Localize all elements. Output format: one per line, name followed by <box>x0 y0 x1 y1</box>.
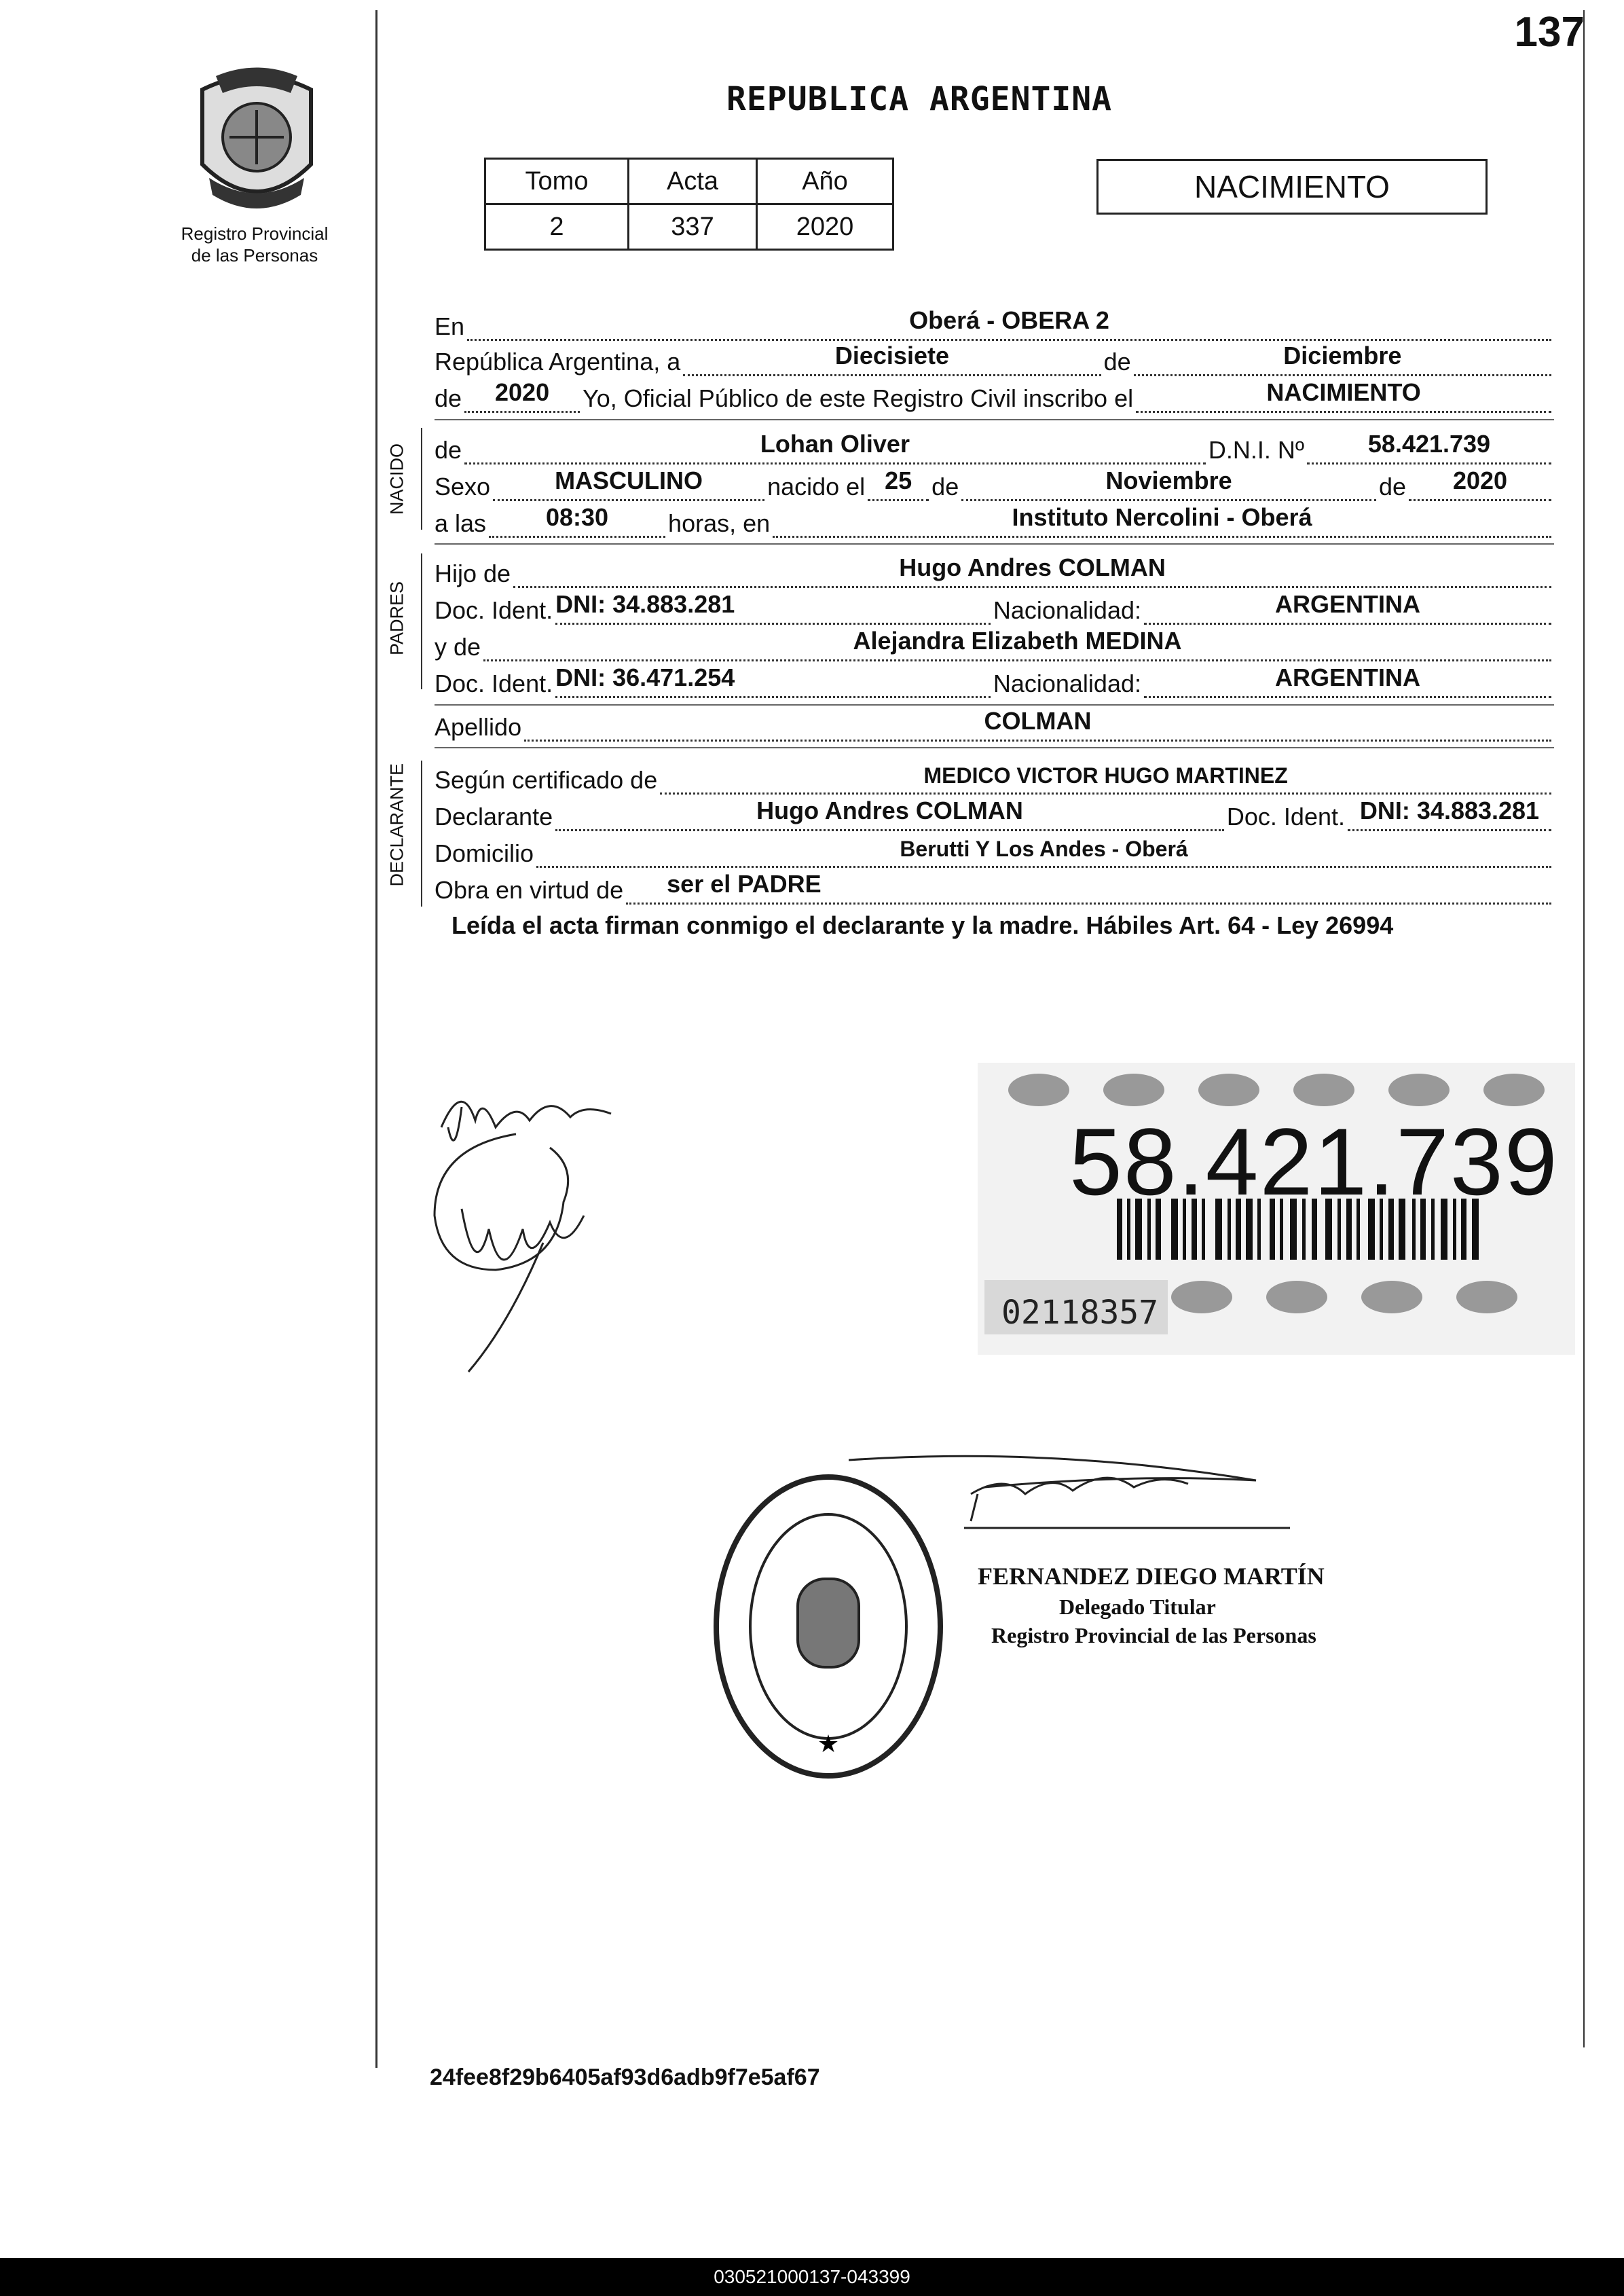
declarante-bracket <box>421 761 422 907</box>
official-role: Delegado Titular <box>1059 1595 1216 1619</box>
left-margin-line <box>375 10 377 2068</box>
label-de: de <box>931 473 959 500</box>
row-date <box>435 342 1554 376</box>
value-mother-nationality: ARGENTINA <box>1275 663 1420 691</box>
value-father-name: Hugo Andres COLMAN <box>899 553 1166 581</box>
row-acting-as <box>435 870 1554 905</box>
page-title: REPUBLICA ARGENTINA <box>726 80 1113 118</box>
registry-caption-line1: Registro Provincial <box>181 223 329 244</box>
value-birth-time: 08:30 <box>546 503 609 531</box>
label-de: de <box>1378 473 1406 500</box>
label-nacionalidad: Nacionalidad: <box>993 670 1141 697</box>
dni-sticker-serial: 02118357 <box>1001 1294 1159 1332</box>
label-de: de <box>1103 348 1131 376</box>
padres-bracket <box>421 553 422 689</box>
label-sexo: Sexo <box>435 473 491 500</box>
acta-header-ano: Año <box>757 159 893 204</box>
value-declarant-doc: DNI: 34.883.281 <box>1359 797 1540 824</box>
record-type-box: NACIMIENTO <box>1096 159 1488 215</box>
value-father-nationality: ARGENTINA <box>1275 590 1420 618</box>
row-year-event <box>435 378 1554 413</box>
acta-value-acta: 337 <box>629 204 757 250</box>
nacido-bracket <box>421 428 422 530</box>
row-declarant <box>435 797 1554 831</box>
value-day: Diecisiete <box>834 342 949 369</box>
value-month: Diciembre <box>1283 342 1402 369</box>
label-apellido: Apellido <box>435 713 522 741</box>
label-doc-ident: Doc. Ident. <box>1226 803 1345 831</box>
acta-header-row <box>485 159 893 204</box>
value-birth-day: 25 <box>885 467 912 494</box>
value-birth-month: Noviembre <box>1105 467 1232 494</box>
section-label-declarante: DECLARANTE <box>386 763 407 887</box>
label-y-de: y de <box>435 633 481 661</box>
label-republica: República Argentina, a <box>435 348 681 376</box>
value-sex: MASCULINO <box>555 467 703 494</box>
section-separator <box>435 747 1554 748</box>
label-nacido-el: nacido el <box>767 473 866 500</box>
label-obra-en-virtud: Obra en virtud de <box>435 876 624 904</box>
svg-text:★: ★ <box>817 1730 840 1758</box>
value-acting-as: ser el PADRE <box>667 870 822 898</box>
row-father <box>435 553 1554 588</box>
value-child-name: Lohan Oliver <box>760 430 910 458</box>
official-name: FERNANDEZ DIEGO MARTÍN <box>978 1563 1325 1590</box>
row-sex-birth <box>435 467 1554 501</box>
footer-code-bar: 030521000137-043399 <box>0 2258 1624 2296</box>
acta-value-row <box>485 204 893 250</box>
label-de: de <box>435 384 462 412</box>
value-place: Oberá - OBERA 2 <box>909 306 1109 334</box>
row-mother <box>435 627 1554 661</box>
value-father-doc: DNI: 34.883.281 <box>555 590 735 618</box>
label-dni-no: D.N.I. Nº <box>1208 436 1304 464</box>
label-yo-oficial: Yo, Oficial Público de este Registro Civil inscribo el <box>583 384 1134 412</box>
dni-sticker-number: 58.421.739 <box>1069 1108 1559 1215</box>
section-separator <box>435 419 1554 420</box>
registry-caption-line2: de las Personas <box>191 245 318 266</box>
section-separator <box>435 543 1554 545</box>
label-declarante: Declarante <box>435 803 553 831</box>
row-father-doc <box>435 590 1554 625</box>
label-en: En <box>435 312 465 340</box>
row-surname <box>435 707 1554 742</box>
section-label-padres: PADRES <box>386 581 407 656</box>
declarant-signature <box>421 1066 638 1385</box>
value-address: Berutti Y Los Andes - Oberá <box>900 837 1188 861</box>
acta-header-tomo: Tomo <box>485 159 629 204</box>
row-certificate <box>435 763 1554 795</box>
row-address <box>435 837 1554 868</box>
value-year: 2020 <box>495 378 550 406</box>
row-child <box>435 430 1554 464</box>
row-mother-doc <box>435 663 1554 698</box>
value-certificate: MEDICO VICTOR HUGO MARTINEZ <box>923 763 1288 788</box>
registry-caption <box>163 223 346 266</box>
page-number: 137 <box>1514 9 1585 56</box>
value-declarant: Hugo Andres COLMAN <box>756 797 1023 824</box>
label-de: de <box>435 436 462 464</box>
value-surname: COLMAN <box>984 707 1092 735</box>
acta-table <box>484 158 894 251</box>
provincial-crest-logo <box>189 62 325 219</box>
official-org: Registro Provincial de las Personas <box>991 1623 1316 1647</box>
label-hijo-de: Hijo de <box>435 560 511 587</box>
label-a-las: a las <box>435 509 487 537</box>
value-event: NACIMIENTO <box>1266 378 1421 406</box>
row-time-place <box>435 503 1554 538</box>
value-mother-name: Alejandra Elizabeth MEDINA <box>853 627 1182 655</box>
value-birth-place: Instituto Nercolini - Oberá <box>1012 503 1312 531</box>
label-horas-en: horas, en <box>668 509 771 537</box>
label-doc-ident: Doc. Ident. <box>435 596 553 624</box>
section-separator <box>435 704 1554 706</box>
value-child-dni: 58.421.739 <box>1367 430 1491 458</box>
document-hash: 24fee8f29b6405af93d6adb9f7e5af67 <box>430 2064 820 2090</box>
closing-statement: Leída el acta firman conmigo el declarante y la madre. Hábiles Art. 64 - Ley 26994 <box>451 911 1394 939</box>
right-margin-line <box>1583 10 1585 2047</box>
acta-header-acta: Acta <box>629 159 757 204</box>
label-nacionalidad: Nacionalidad: <box>993 596 1141 624</box>
acta-value-ano: 2020 <box>757 204 893 250</box>
section-label-nacido: NACIDO <box>386 443 407 515</box>
acta-value-tomo: 2 <box>485 204 629 250</box>
label-doc-ident: Doc. Ident. <box>435 670 553 697</box>
value-birth-year: 2020 <box>1452 467 1508 494</box>
row-place <box>435 306 1554 341</box>
label-segun-certificado: Según certificado de <box>435 766 658 794</box>
label-domicilio: Domicilio <box>435 839 534 867</box>
value-mother-doc: DNI: 36.471.254 <box>555 663 735 691</box>
